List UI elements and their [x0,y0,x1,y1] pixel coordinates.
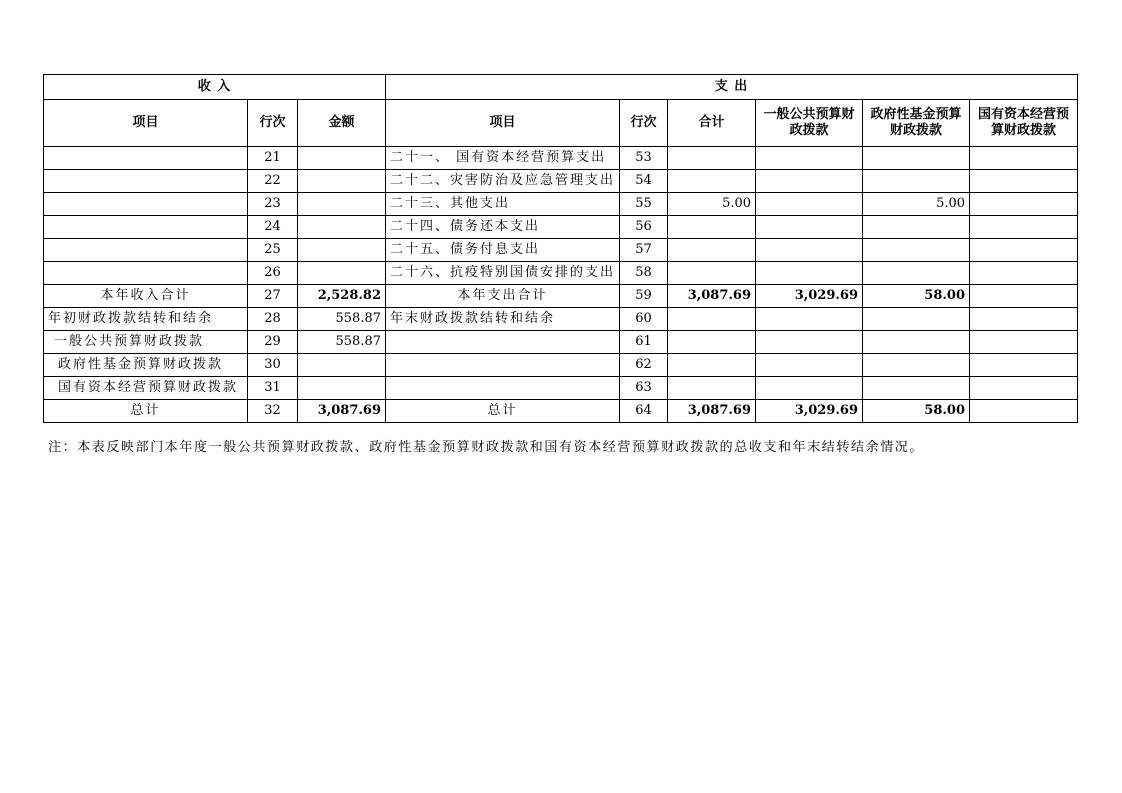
income-item-cell: 政府性基金预算财政拨款 [44,354,248,377]
income-amount-cell [298,216,386,239]
table-row [44,377,1078,400]
income-item-cell: 总计 [44,400,248,423]
expense-total-cell [668,308,756,331]
expense-total-cell: 3,087.69 [668,285,756,308]
expense-total-cell: 3,087.69 [668,400,756,423]
expense-row-no-cell: 55 [620,193,668,216]
expense-fund-cell [863,216,970,239]
expense-state-cell [970,262,1078,285]
expense-item-cell [386,377,620,400]
expense-state-cell [970,377,1078,400]
expense-row-no-cell: 53 [620,147,668,170]
expense-total-cell [668,354,756,377]
expense-general-cell [756,262,863,285]
income-row-no-cell: 27 [248,285,298,308]
expense-row-no-cell: 56 [620,216,668,239]
expense-fund-cell [863,377,970,400]
expense-row-no-cell: 57 [620,239,668,262]
expense-state-cell [970,147,1078,170]
income-row-no-cell: 29 [248,331,298,354]
expense-fund-cell [863,239,970,262]
header-row-group [44,75,1078,100]
expense-total-cell [668,331,756,354]
expense-general-cell [756,216,863,239]
expense-general-cell [756,331,863,354]
expense-row-no-cell: 63 [620,377,668,400]
expense-row-no-cell: 59 [620,285,668,308]
income-row-no-cell: 31 [248,377,298,400]
expense-fund-cell [863,170,970,193]
expense-total-cell [668,377,756,400]
table-row [44,400,1078,423]
col-state-header: 国有资本经营预算财政拨款 [970,100,1078,147]
expense-fund-cell: 5.00 [863,193,970,216]
expense-item-cell: 二十一、 国有资本经营预算支出 [386,147,620,170]
expense-item-cell: 二十二、灾害防治及应急管理支出 [386,170,620,193]
income-row-no-cell: 26 [248,262,298,285]
expense-item-cell: 二十四、债务还本支出 [386,216,620,239]
income-amount-cell: 2,528.82 [298,285,386,308]
expense-general-cell [756,193,863,216]
income-amount-cell [298,262,386,285]
expense-row-no-cell: 58 [620,262,668,285]
income-amount-cell [298,193,386,216]
income-row-no-cell: 30 [248,354,298,377]
income-row-no-cell: 23 [248,193,298,216]
col-fund-header: 政府性基金预算财政拨款 [863,100,970,147]
income-header: 收 入 [44,75,386,100]
header-row-columns [44,100,1078,147]
table-row [44,193,1078,216]
table-row [44,170,1078,193]
table-note: 注：本表反映部门本年度一般公共预算财政拨款、政府性基金预算财政拨款和国有资本经营预算财政拨款的总收支和年末结转结余情况。 [48,440,925,455]
expense-general-cell: 3,029.69 [756,400,863,423]
income-amount-cell: 558.87 [298,308,386,331]
income-item-cell [44,262,248,285]
table-row [44,262,1078,285]
income-row-no-cell: 32 [248,400,298,423]
expense-item-cell: 二十六、抗疫特别国债安排的支出 [386,262,620,285]
expense-item-cell [386,354,620,377]
col-item-right-header: 项目 [386,100,620,147]
col-item-left-header: 项目 [44,100,248,147]
expense-state-cell [970,331,1078,354]
expense-state-cell [970,170,1078,193]
col-general-header: 一般公共预算财政拨款 [756,100,863,147]
expense-item-cell [386,331,620,354]
expense-general-cell [756,354,863,377]
col-row-left-header: 行次 [248,100,298,147]
income-item-cell: 国有资本经营预算财政拨款 [44,377,248,400]
expense-item-cell: 总计 [386,400,620,423]
income-amount-cell [298,147,386,170]
income-item-cell: 本年收入合计 [44,285,248,308]
expense-general-cell [756,170,863,193]
col-amount-header: 金额 [298,100,386,147]
expense-row-no-cell: 61 [620,331,668,354]
expense-total-cell: 5.00 [668,193,756,216]
income-amount-cell: 558.87 [298,331,386,354]
income-item-cell: 年初财政拨款结转和结余 [44,308,248,331]
income-item-cell: 一般公共预算财政拨款 [44,331,248,354]
income-row-no-cell: 28 [248,308,298,331]
income-amount-cell [298,239,386,262]
income-item-cell [44,239,248,262]
expense-fund-cell [863,331,970,354]
expense-header: 支 出 [386,75,1078,100]
expense-item-cell: 年末财政拨款结转和结余 [386,308,620,331]
income-amount-cell [298,170,386,193]
income-row-no-cell: 25 [248,239,298,262]
expense-fund-cell: 58.00 [863,285,970,308]
expense-total-cell [668,170,756,193]
expense-state-cell [970,285,1078,308]
expense-row-no-cell: 64 [620,400,668,423]
expense-general-cell [756,147,863,170]
income-item-cell [44,147,248,170]
budget-table [43,74,1078,423]
income-amount-cell [298,354,386,377]
expense-fund-cell [863,147,970,170]
expense-state-cell [970,400,1078,423]
table-row [44,147,1078,170]
income-item-cell [44,216,248,239]
expense-row-no-cell: 62 [620,354,668,377]
expense-general-cell [756,377,863,400]
table-row [44,354,1078,377]
income-item-cell [44,170,248,193]
expense-general-cell: 3,029.69 [756,285,863,308]
col-total-header: 合计 [668,100,756,147]
expense-state-cell [970,308,1078,331]
table-row [44,239,1078,262]
table-row [44,308,1078,331]
expense-fund-cell [863,308,970,331]
income-amount-cell: 3,087.69 [298,400,386,423]
income-row-no-cell: 22 [248,170,298,193]
expense-row-no-cell: 60 [620,308,668,331]
expense-row-no-cell: 54 [620,170,668,193]
table-row [44,285,1078,308]
table-row [44,216,1078,239]
expense-total-cell [668,216,756,239]
expense-item-cell: 本年支出合计 [386,285,620,308]
income-item-cell [44,193,248,216]
expense-fund-cell [863,354,970,377]
income-amount-cell [298,377,386,400]
table-row [44,331,1078,354]
expense-state-cell [970,193,1078,216]
expense-general-cell [756,239,863,262]
expense-total-cell [668,239,756,262]
expense-total-cell [668,147,756,170]
expense-state-cell [970,216,1078,239]
expense-fund-cell: 58.00 [863,400,970,423]
expense-item-cell: 二十五、债务付息支出 [386,239,620,262]
expense-item-cell: 二十三、其他支出 [386,193,620,216]
income-row-no-cell: 24 [248,216,298,239]
expense-general-cell [756,308,863,331]
col-row-right-header: 行次 [620,100,668,147]
expense-state-cell [970,354,1078,377]
expense-state-cell [970,239,1078,262]
expense-total-cell [668,262,756,285]
income-row-no-cell: 21 [248,147,298,170]
expense-fund-cell [863,262,970,285]
